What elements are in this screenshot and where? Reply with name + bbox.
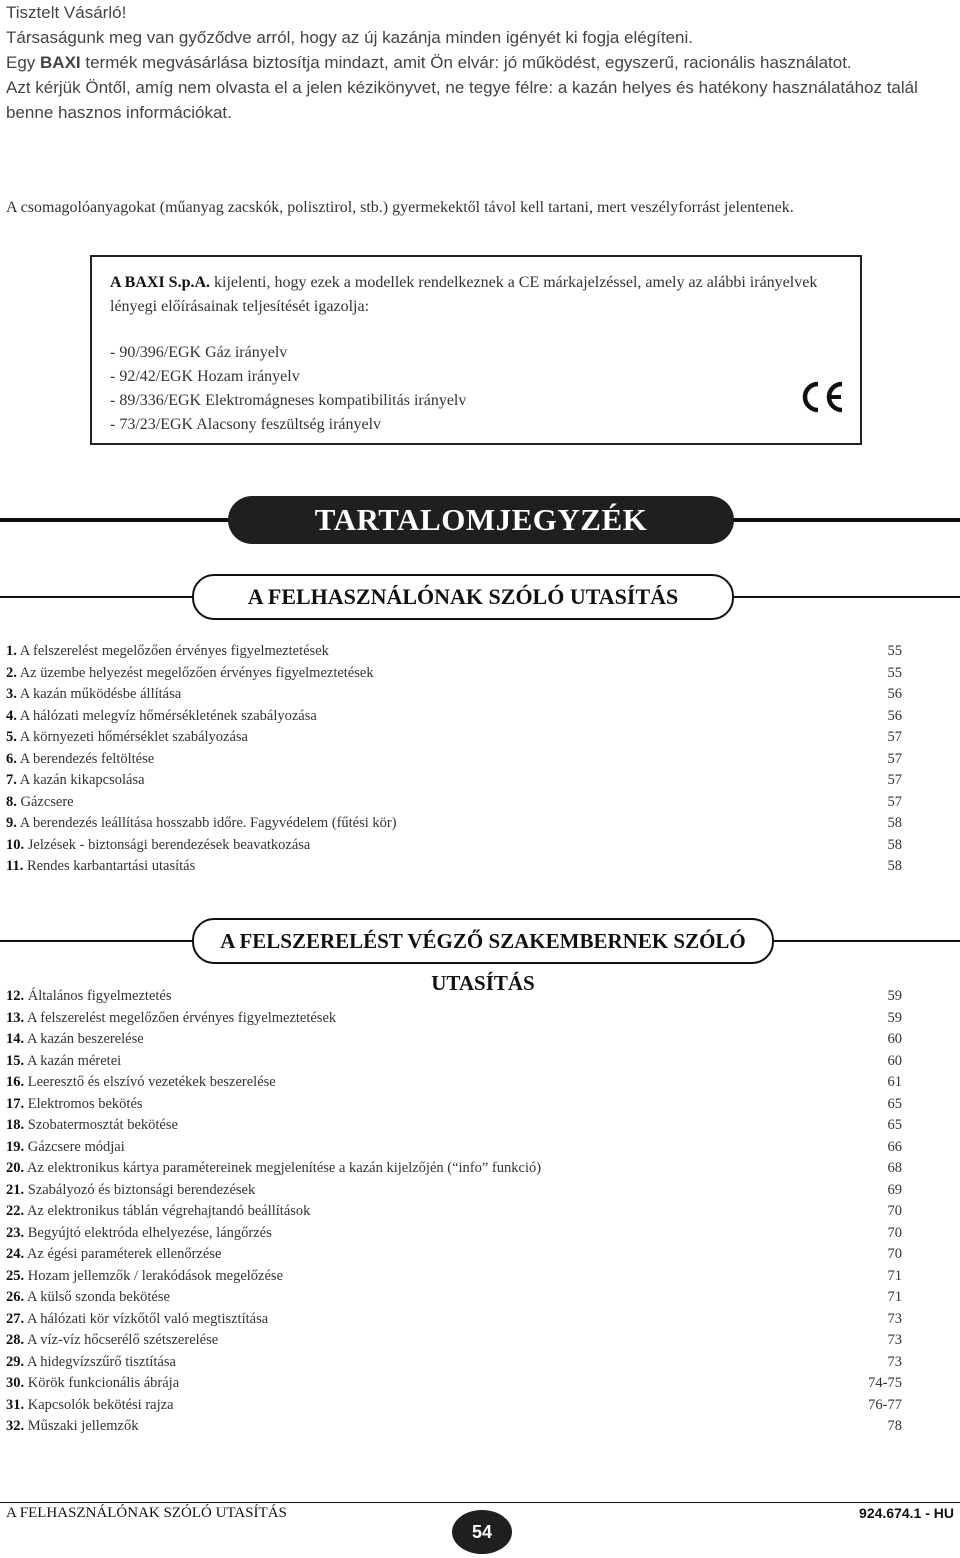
toc-entry[interactable]	[6, 1072, 902, 1094]
toc-entry-title: A felszerelést megelőzően érvényes figyelmeztetések	[26, 1009, 337, 1026]
toc-entry-title: Leeresztő és elszívó vezetékek beszerelése	[27, 1074, 276, 1090]
toc-entry[interactable]	[6, 1201, 902, 1223]
toc-entry-label	[6, 727, 248, 749]
toc-entry-label	[6, 641, 329, 663]
toc-entry[interactable]	[6, 856, 902, 878]
toc-entry[interactable]	[6, 1287, 902, 1309]
toc-entry-title: A berendezés leállítása hosszabb időre. Fagyvédelem (fűtési kör)	[19, 815, 397, 831]
toc-entry-number: 1.	[6, 643, 17, 659]
toc-entry-title: Elektromos bekötés	[27, 1095, 143, 1112]
intro-line-2-post: termék megvásárlása biztosítja mindazt, amit Ön elvár: jó működést, egyszerű, racionális használatot.	[80, 53, 852, 72]
intro-line-3: Azt kérjük Öntől, amíg nem olvasta el a jelen kézikönyvet, ne tegye félre: a kazán helyes és hatékony használatához talál benne hasznos információkat.	[6, 78, 918, 122]
toc-entry-label	[6, 1201, 310, 1223]
toc-entry-title: A hálózati kör vízkőtől való megtisztítása	[26, 1310, 269, 1327]
brand-name: BAXI	[40, 53, 81, 72]
toc-entry-number: 7.	[6, 772, 17, 788]
toc-entry-number: 11.	[6, 858, 24, 874]
toc-title: TARTALOMJEGYZÉK	[228, 496, 734, 544]
toc-entry-number: 19.	[6, 1138, 25, 1155]
toc-entry-page: 78	[887, 1418, 902, 1434]
toc-entry-number: 22.	[6, 1203, 25, 1219]
toc-entry-number: 8.	[6, 793, 17, 810]
toc-entry[interactable]	[6, 1373, 902, 1395]
installer-toc-list	[6, 986, 902, 1438]
toc-entry-label	[6, 1051, 121, 1073]
toc-entry-label	[6, 1115, 178, 1137]
toc-entry[interactable]	[6, 1029, 902, 1051]
toc-entry-page: 71	[887, 1289, 902, 1305]
toc-entry-title: A kazán kikapcsolása	[19, 772, 145, 788]
toc-entry-label	[6, 749, 154, 771]
greeting: Tisztelt Vásárló!	[6, 3, 127, 22]
toc-entry-label	[6, 1266, 283, 1288]
toc-entry-number: 12.	[6, 988, 25, 1004]
directive-item: - 73/23/EGK Alacsony feszültség irányelv	[110, 416, 382, 433]
intro-line-2-pre: Egy	[6, 53, 41, 72]
directive-item: - 89/336/EGK Elektromágneses kompatibilitás irányelv	[110, 392, 467, 409]
toc-entry-page: 73	[887, 1353, 902, 1370]
toc-entry-title: Műszaki jellemzők	[27, 1418, 139, 1434]
document-code: 924.674.1 - HU	[859, 1505, 954, 1521]
page-number: 54	[452, 1510, 512, 1554]
toc-entry[interactable]	[6, 835, 902, 857]
toc-entry-number: 23.	[6, 1224, 25, 1241]
toc-entry-number: 14.	[6, 1031, 25, 1047]
ce-declaration-lead	[110, 271, 842, 319]
toc-entry-page: 65	[887, 1095, 902, 1112]
toc-entry-title: Gázcsere	[20, 793, 74, 810]
toc-entry-number: 30.	[6, 1375, 25, 1391]
toc-entry-label	[6, 1223, 272, 1245]
toc-entry-label	[6, 1072, 276, 1094]
toc-entry-number: 24.	[6, 1246, 25, 1262]
toc-entry[interactable]	[6, 684, 902, 706]
toc-entry-number: 21.	[6, 1181, 25, 1198]
toc-entry-page: 70	[887, 1224, 902, 1241]
toc-entry-number: 31.	[6, 1396, 25, 1413]
toc-entry-page: 59	[887, 988, 902, 1004]
footer-section-label: A FELHASZNÁLÓNAK SZÓLÓ UTASÍTÁS	[6, 1505, 287, 1521]
toc-entry-number: 9.	[6, 815, 17, 831]
toc-entry-page: 70	[887, 1203, 902, 1219]
toc-entry-label	[6, 1309, 268, 1331]
toc-entry-title: Általános figyelmeztetés	[27, 988, 172, 1004]
toc-entry-label	[6, 792, 74, 814]
toc-entry[interactable]	[6, 1223, 902, 1245]
toc-entry-page: 69	[887, 1181, 902, 1198]
toc-entry-label	[6, 684, 181, 706]
toc-entry-number: 15.	[6, 1052, 25, 1069]
toc-entry-label	[6, 706, 317, 728]
toc-entry[interactable]	[6, 792, 902, 814]
toc-entry-page: 57	[887, 772, 902, 788]
toc-entry[interactable]	[6, 1008, 902, 1030]
toc-entry-page: 57	[887, 750, 902, 767]
toc-entry-number: 20.	[6, 1160, 25, 1176]
toc-entry-number: 2.	[6, 664, 17, 681]
toc-entry-title: A hálózati melegvíz hőmérsékletének szabályozása	[19, 707, 317, 724]
toc-entry-label	[6, 1416, 138, 1438]
toc-entry-title: Az elektronikus táblán végrehajtandó beállítások	[26, 1203, 311, 1219]
toc-entry-page: 60	[887, 1052, 902, 1069]
toc-entry-title: A kazán működésbe állítása	[19, 686, 182, 702]
footer-divider	[0, 1502, 960, 1503]
toc-entry-number: 16.	[6, 1074, 25, 1090]
directive-item: - 92/42/EGK Hozam irányelv	[110, 368, 300, 385]
toc-entry-label	[6, 663, 374, 685]
toc-entry-page: 68	[887, 1160, 902, 1176]
toc-entry[interactable]	[6, 1395, 902, 1417]
toc-entry-page: 55	[887, 643, 902, 659]
toc-entry-number: 13.	[6, 1009, 25, 1026]
toc-entry-title: A hidegvízszűrő tisztítása	[26, 1353, 176, 1370]
toc-entry-page: 73	[887, 1332, 902, 1348]
toc-entry-label	[6, 1244, 221, 1266]
installer-section-title: A FELSZERELÉST VÉGZŐ SZAKEMBERNEK SZÓLÓ UTASÍTÁS	[192, 918, 774, 964]
toc-entry-label	[6, 1395, 174, 1417]
toc-entry-number: 3.	[6, 686, 17, 702]
ce-declaration-box	[90, 255, 862, 445]
toc-entry-page: 65	[887, 1117, 902, 1133]
toc-entry[interactable]	[6, 1137, 902, 1159]
toc-entry[interactable]	[6, 770, 902, 792]
toc-entry-title: Szabályozó és biztonsági berendezések	[27, 1181, 256, 1198]
user-toc-list	[6, 641, 902, 878]
toc-entry-title: A víz-víz hőcserélő szétszerelése	[26, 1332, 219, 1348]
toc-entry-title: Kapcsolók bekötési rajza	[27, 1396, 174, 1413]
toc-entry-label	[6, 1352, 176, 1374]
toc-entry[interactable]	[6, 663, 902, 685]
toc-entry-number: 10.	[6, 836, 25, 853]
toc-entry[interactable]	[6, 749, 902, 771]
toc-entry-page: 59	[887, 1009, 902, 1026]
toc-entry-page: 58	[887, 836, 902, 853]
toc-entry-number: 32.	[6, 1418, 25, 1434]
toc-entry-label	[6, 1373, 179, 1395]
toc-entry-label	[6, 856, 195, 878]
toc-entry-label	[6, 1008, 336, 1030]
toc-entry-title: A berendezés feltöltése	[19, 750, 155, 767]
toc-entry[interactable]	[6, 813, 902, 835]
toc-entry-page: 73	[887, 1310, 902, 1327]
toc-entry-label	[6, 1029, 144, 1051]
toc-entry-number: 18.	[6, 1117, 25, 1133]
packaging-warning: A csomagolóanyagokat (műanyag zacskók, polisztirol, stb.) gyermekektől távol kell tartani, mert veszélyforrást jelentenek.	[6, 199, 794, 216]
toc-entry-title: Szobatermosztát bekötése	[27, 1117, 178, 1133]
toc-entry[interactable]	[6, 1309, 902, 1331]
toc-entry-page: 55	[887, 664, 902, 681]
toc-entry[interactable]	[6, 727, 902, 749]
toc-entry-title: A környezeti hőmérséklet szabályozása	[19, 729, 248, 745]
toc-entry-number: 29.	[6, 1353, 25, 1370]
toc-entry-title: Az égési paraméterek ellenőrzése	[26, 1246, 222, 1262]
toc-entry-title: A külső szonda bekötése	[26, 1289, 170, 1305]
toc-entry-page: 56	[887, 707, 902, 724]
toc-entry-title: A kazán méretei	[26, 1052, 122, 1069]
toc-entry-number: 17.	[6, 1095, 25, 1112]
toc-entry-page: 57	[887, 729, 902, 745]
user-section-header	[0, 574, 960, 620]
toc-entry-page: 61	[887, 1074, 902, 1090]
intro-block	[6, 0, 958, 125]
toc-entry-page: 66	[887, 1138, 902, 1155]
toc-entry[interactable]	[6, 1244, 902, 1266]
toc-entry[interactable]	[6, 1094, 902, 1116]
toc-entry-label	[6, 1330, 218, 1352]
toc-entry-label	[6, 1094, 143, 1116]
toc-entry-label	[6, 813, 397, 835]
directive-list	[110, 341, 842, 437]
toc-entry-number: 6.	[6, 750, 17, 767]
toc-entry[interactable]	[6, 1416, 902, 1438]
toc-entry-label	[6, 770, 145, 792]
toc-entry-title: Rendes karbantartási utasítás	[26, 858, 196, 874]
toc-entry[interactable]	[6, 1158, 902, 1180]
toc-entry-number: 27.	[6, 1310, 25, 1327]
toc-entry[interactable]	[6, 1115, 902, 1137]
toc-entry[interactable]	[6, 1180, 902, 1202]
toc-entry-title: Hozam jellemzők / lerakódások megelőzése	[27, 1267, 284, 1284]
directive-item: - 90/396/EGK Gáz irányelv	[110, 344, 288, 361]
toc-entry-title: A kazán beszerelése	[26, 1031, 144, 1047]
toc-entry[interactable]	[6, 1352, 902, 1374]
toc-entry-number: 26.	[6, 1289, 25, 1305]
toc-entry-number: 4.	[6, 707, 17, 724]
toc-entry-page: 56	[887, 686, 902, 702]
toc-entry-title: Körök funkcionális ábrája	[27, 1375, 180, 1391]
toc-entry[interactable]	[6, 641, 902, 663]
toc-entry-page: 60	[887, 1031, 902, 1047]
ce-mark-icon	[798, 379, 848, 415]
toc-entry-label	[6, 1287, 170, 1309]
intro-line-2	[6, 50, 958, 75]
toc-entry[interactable]	[6, 1051, 902, 1073]
user-section-title: A FELHASZNÁLÓNAK SZÓLÓ UTASÍTÁS	[192, 574, 734, 620]
toc-entry[interactable]	[6, 1266, 902, 1288]
company-name: A BAXI S.p.A.	[110, 274, 211, 291]
toc-entry-page: 58	[887, 815, 902, 831]
toc-entry-label	[6, 1180, 255, 1202]
toc-entry-number: 5.	[6, 729, 17, 745]
toc-entry-title: Begyújtó elektróda elhelyezése, lángőrzés	[27, 1224, 272, 1241]
toc-entry-page: 71	[887, 1267, 902, 1284]
installer-section-header	[0, 918, 960, 995]
toc-entry-page: 70	[887, 1246, 902, 1262]
toc-entry-title: Jelzések - biztonsági berendezések beavatkozása	[27, 836, 311, 853]
toc-entry-label	[6, 1137, 125, 1159]
toc-entry-title: A felszerelést megelőzően érvényes figyelmeztetések	[19, 643, 329, 659]
toc-entry-page: 58	[887, 858, 902, 874]
toc-entry-page: 74-75	[868, 1375, 902, 1391]
ce-declaration-text: kijelenti, hogy ezek a modellek rendelkeznek a CE márkajelzéssel, amely az alábbi irányelvek lényegi előírásainak teljesítését igazolja:	[110, 274, 818, 315]
toc-entry-number: 25.	[6, 1267, 25, 1284]
toc-entry-title: Az üzembe helyezést megelőzően érvényes figyelmeztetések	[19, 664, 374, 681]
toc-header	[0, 496, 960, 546]
toc-entry-page: 76-77	[868, 1396, 902, 1413]
toc-entry[interactable]	[6, 1330, 902, 1352]
toc-entry[interactable]	[6, 986, 902, 1008]
toc-entry-number: 28.	[6, 1332, 25, 1348]
toc-entry-title: Az elektronikus kártya paramétereinek megjelenítése a kazán kijelzőjén (“info” funkció)	[26, 1160, 542, 1176]
toc-entry-label	[6, 986, 172, 1008]
toc-entry-page: 57	[887, 793, 902, 810]
toc-entry-title: Gázcsere módjai	[27, 1138, 125, 1155]
toc-entry-label	[6, 835, 310, 857]
toc-entry[interactable]	[6, 706, 902, 728]
intro-line-1: Társaságunk meg van győződve arról, hogy az új kazánja minden igényét ki fogja elégíteni.	[6, 28, 694, 47]
toc-entry-label	[6, 1158, 541, 1180]
